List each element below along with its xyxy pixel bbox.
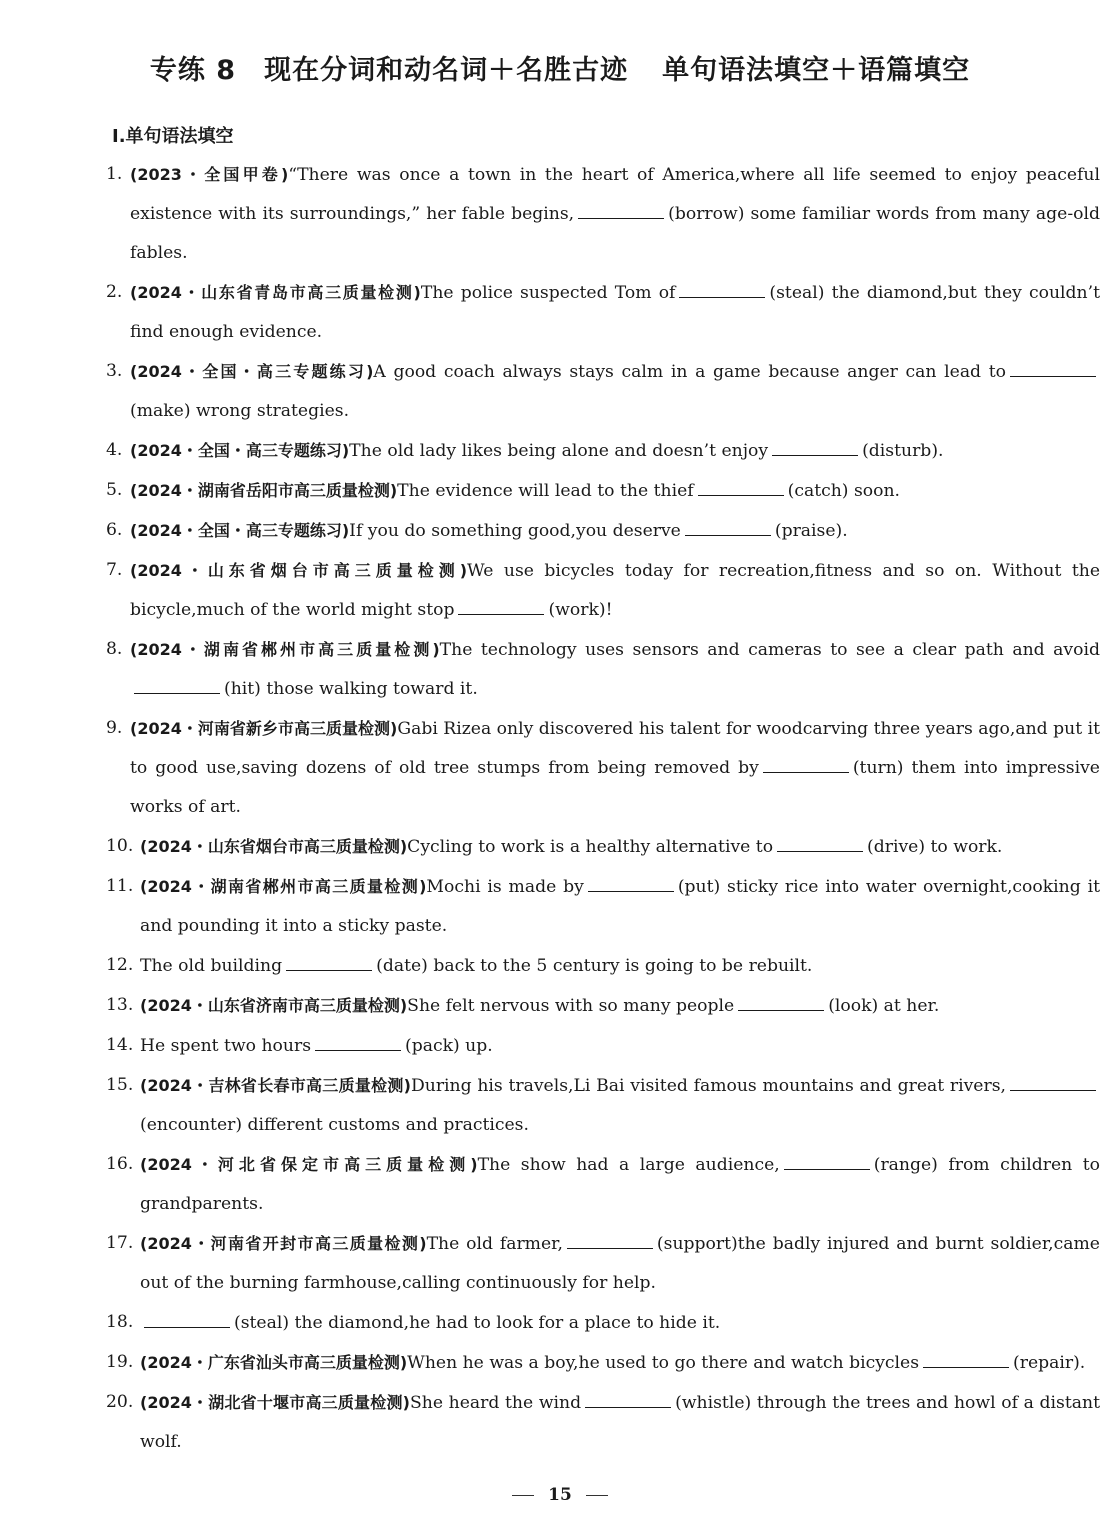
answer-blank[interactable]: [458, 596, 544, 615]
exercise-list: [106, 155, 1100, 1462]
answer-blank[interactable]: [144, 1309, 230, 1328]
answer-blank[interactable]: [679, 279, 765, 298]
exercise-item: 10. (2024・山东省烟台市高三质量检测)Cycling to work is a healthy alternative to (drive) to work.: [106, 827, 1100, 867]
answer-blank[interactable]: [134, 675, 220, 694]
exercise-item: 15. (2024・吉林省长春市高三质量检测)During his travels,Li Bai visited famous mountains and great rivers,(encounter) different customs and practices.: [106, 1066, 1100, 1145]
exercise-item: 12. The old building (date) back to the 5 century is going to be rebuilt.: [106, 946, 1100, 986]
footer-dash-right: [586, 1495, 608, 1496]
answer-blank[interactable]: [567, 1230, 653, 1249]
section-heading: Ⅰ.单句语法填空: [112, 126, 234, 147]
answer-blank[interactable]: [772, 437, 858, 456]
exercise-item: 6. (2024・全国・高三专题练习)If you do something good,you deserve (praise).: [106, 511, 1100, 551]
title-part1: 专练 8 现在分词和动名词＋名胜古迹: [149, 55, 629, 86]
exercise-item: 14. He spent two hours (pack) up.: [106, 1026, 1100, 1066]
answer-blank[interactable]: [784, 1151, 870, 1170]
footer-dash-left: [512, 1495, 534, 1496]
answer-blank[interactable]: [585, 1389, 671, 1408]
answer-blank[interactable]: [315, 1032, 401, 1051]
answer-blank[interactable]: [763, 754, 849, 773]
exercise-item: 13. (2024・山东省济南市高三质量检测)She felt nervous with so many people (look) at her.: [106, 986, 1100, 1026]
answer-blank[interactable]: [1010, 1072, 1096, 1091]
answer-blank[interactable]: [738, 992, 824, 1011]
page-footer: [0, 1485, 1120, 1505]
page-number: 15: [548, 1485, 572, 1505]
exercise-item: 19. (2024・广东省汕头市高三质量检测)When he was a boy,he used to go there and watch bicycles (repair).: [106, 1343, 1100, 1383]
exercise-item: 4. (2024・全国・高三专题练习)The old lady likes being alone and doesn’t enjoy (disturb).: [106, 431, 1100, 471]
answer-blank[interactable]: [588, 873, 674, 892]
exercise-item: 16. (2024・河北省保定市高三质量检测)The show had a large audience, (range) from children to grandparents.: [106, 1145, 1100, 1224]
answer-blank[interactable]: [685, 517, 771, 536]
answer-blank[interactable]: [286, 952, 372, 971]
exercise-item: 2. (2024・山东省青岛市高三质量检测)The police suspected Tom of (steal) the diamond,but they couldn’t find enough evidence.: [106, 273, 1100, 352]
exercise-item: 20. (2024・湖北省十堰市高三质量检测)She heard the wind (whistle) through the trees and howl of a distant wolf.: [106, 1383, 1100, 1462]
answer-blank[interactable]: [578, 200, 664, 219]
exercise-item: 3. (2024・全国・高三专题练习)A good coach always stays calm in a game because anger can lead to(make) wrong strategies.: [106, 352, 1100, 431]
exercise-item: 17. (2024・河南省开封市高三质量检测)The old farmer, (support)the badly injured and burnt soldier,came out of the burning farmhouse,calling continuously for help.: [106, 1224, 1100, 1303]
exercise-item: 8. (2024・湖南省郴州市高三质量检测)The technology uses sensors and cameras to see a clear path and avoid(hit) those walking toward it.: [106, 639, 1100, 699]
title-part2: 单句语法填空＋语篇填空: [662, 55, 971, 86]
page-title: [0, 48, 1120, 87]
exercise-item: 11. (2024・湖南省郴州市高三质量检测)Mochi is made by (put) sticky rice into water overnight,cooking it and pounding it into a sticky paste.: [106, 867, 1100, 946]
exercise-item: 9. (2024・河南省新乡市高三质量检测)Gabi Rizea only discovered his talent for woodcarving three years ago,and put it to good use,saving dozens of old tree stumps from being removed by (turn) them into impressive works of art.: [106, 718, 1100, 817]
answer-blank[interactable]: [698, 477, 784, 496]
answer-blank[interactable]: [1010, 358, 1096, 377]
exercise-item: 7. (2024・山东省烟台市高三质量检测)We use bicycles today for recreation,fitness and so on. Without the bicycle,much of the world might stop (work)!: [106, 560, 1100, 620]
exercise-item: 5. (2024・湖南省岳阳市高三质量检测)The evidence will lead to the thief (catch) soon.: [106, 471, 1100, 511]
answer-blank[interactable]: [923, 1349, 1009, 1368]
exercise-item: 18. (steal) the diamond,he had to look for a place to hide it.: [106, 1303, 1100, 1343]
exercise-item: 1. (2023・全国甲卷)“There was once a town in the heart of America,where all life seemed to enjoy peaceful existence with its surroundings,” her fable begins, (borrow) some familiar words from many age-old fables.: [106, 164, 1101, 263]
answer-blank[interactable]: [777, 833, 863, 852]
